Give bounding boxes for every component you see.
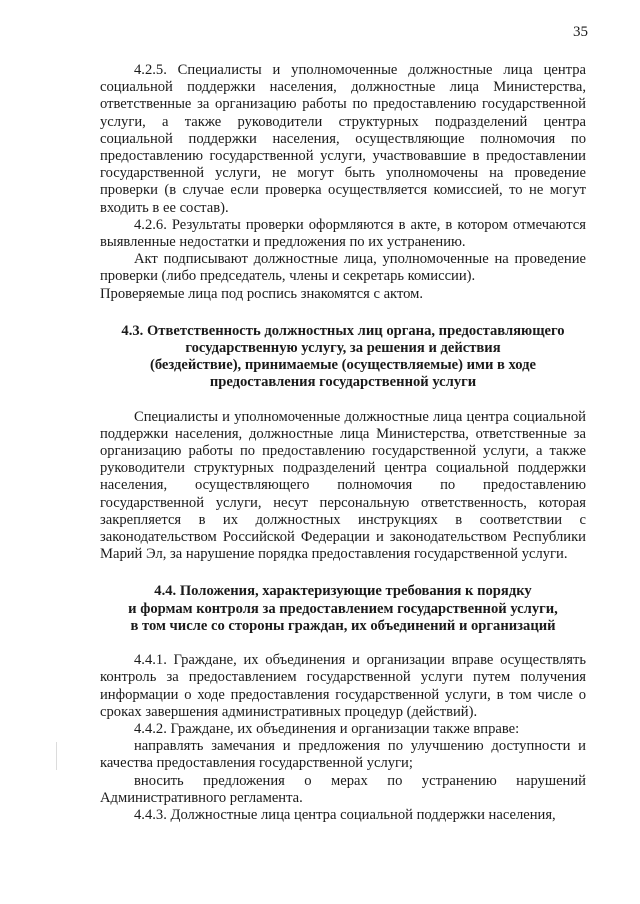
section-heading-4-3 [100,323,586,392]
heading-4-4-line-2: и формам контроля за предоставлением государственной услуги, [128,600,558,617]
paragraph-4-3-responsibility: Специалисты и уполномоченные должностные лица центра социальной поддержки населения, должностные лица Министерства, ответственные за организацию работы по предоставлению государственной услуги, а также руководители структурных подразделений центра социальной поддержки населения, осуществляющего полномочия по предоставлению государственной услуги, несут персональную ответственность, которая закрепляется в их должностных инструкциях в соответствии с законодательством Российской Федерации и законодательством Республики Марий Эл, за нарушение порядка предоставления государственной услуги. [100,408,586,563]
heading-4-3-line-4: предоставления государственной услуги [209,374,477,391]
paragraph-4-4-2: 4.4.2. Граждане, их объединения и организации также вправе: [134,720,520,737]
heading-4-3-line-2: государственную услугу, за решения и действия [185,340,501,357]
paragraph-submit-remarks: направлять замечания и предложения по улучшению доступности и качества предоставления государственной услуги; [100,738,586,772]
heading-4-4-line-3: в том числе со стороны граждан, их объединений и организаций [130,617,556,634]
section-heading-4-4 [100,583,586,635]
paragraph-4-4-1: 4.4.1. Граждане, их объединения и организации вправе осуществлять контроль за предоставлением государственной услуги путем получения информации о ходе предоставления государственной услуги, в том числе о сроках завершения административных процедур (действий). [100,652,586,720]
heading-4-3-line-3: (бездействие), принимаемые (осуществляемые) ими в ходе [149,357,537,374]
page-number: 35 [573,24,588,40]
heading-4-3-line-1: 4.3. Ответственность должностных лиц органа, предоставляющего [121,322,565,339]
paragraph-submit-proposals: вносить предложения о мерах по устранению нарушений Административного регламента. [100,772,586,806]
scan-edge-mark [56,742,57,770]
paragraph-4-2-5: 4.2.5. Специалисты и уполномоченные должностные лица центра социальной поддержки населения, должностные лица Министерства, ответственные за организацию работы по предоставлению государственной услуги, а также руководители структурных подразделений центра социальной поддержки населения, осуществляющие полномочия по предоставлению государственной услуги, участвовавшие в предоставлении государственной услуги, не могут быть уполномочены на проведение проверки (в случае если проверка осуществляется комиссией, то не могут входить в ее состав). [100,62,586,216]
heading-4-4-line-1: 4.4. Положения, характеризующие требования к порядку [154,583,532,600]
paragraph-act-acknowledgement: Проверяемые лица под роспись знакомятся с актом. [100,285,424,302]
document-body [100,62,586,824]
paragraph-act-signatures: Акт подписывают должностные лица, уполномоченные на проведение проверки (либо председатель, члены и секретарь комиссии). [100,251,586,285]
paragraph-4-2-6: 4.2.6. Результаты проверки оформляются в акте, в котором отмечаются выявленные недостатки и предложения по их устранению. [100,216,586,251]
paragraph-4-4-3: 4.4.3. Должностные лица центра социальной поддержки населения, [134,806,556,823]
